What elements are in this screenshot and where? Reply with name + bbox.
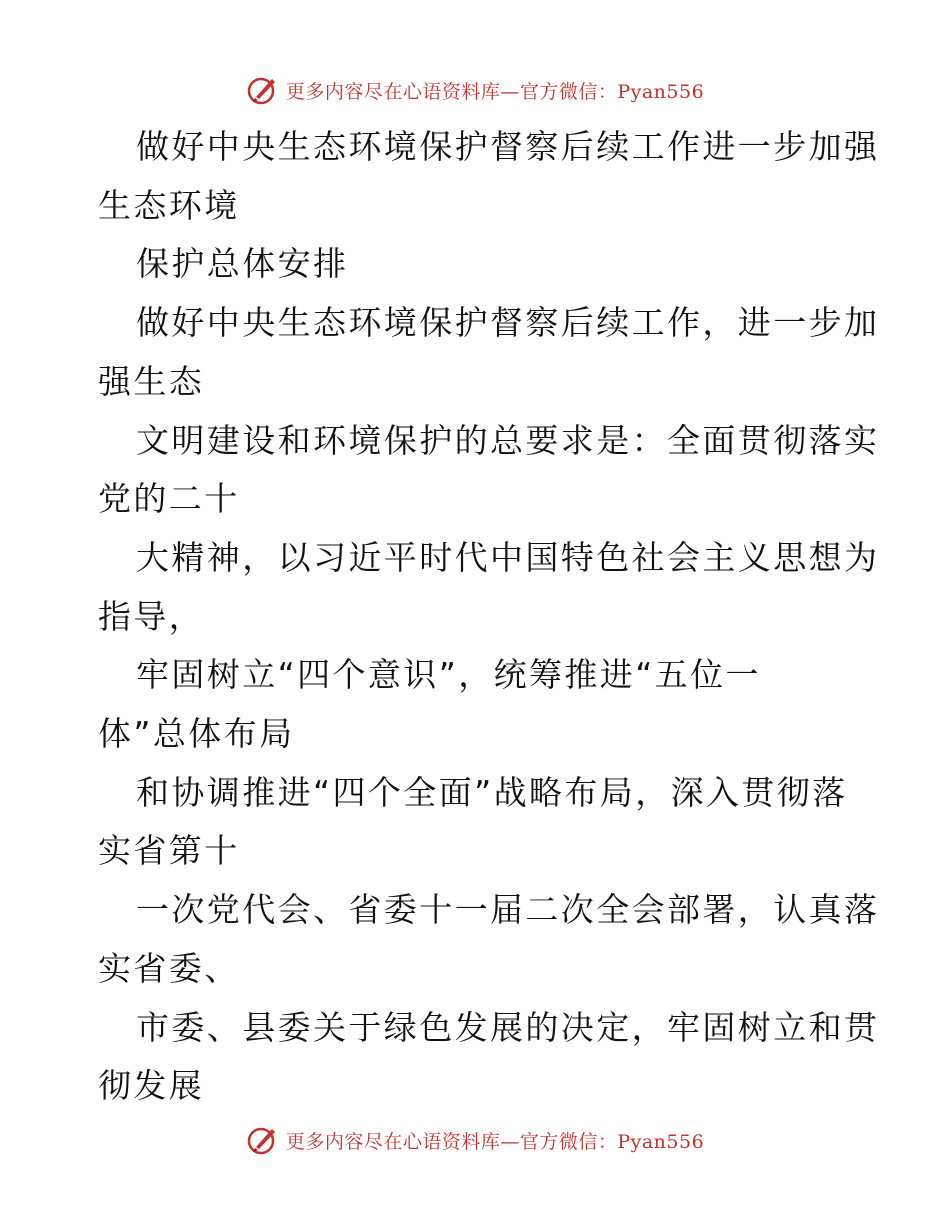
footer-banner-text: 更多内容尽在心语资料库—官方微信：Pyan556 xyxy=(285,1130,705,1153)
text-line: 做好中央生态环境保护督察后续工作，进一步加 xyxy=(136,303,880,343)
text-line: 牢固树立“四个意识”，统筹推进“五位一 xyxy=(136,655,761,695)
text-line: 文明建设和环境保护的总要求是：全面贯彻落实 xyxy=(136,420,880,460)
text-line: 强生态 xyxy=(98,361,205,401)
text-line: 实省委、 xyxy=(98,948,240,988)
quill-logo-icon xyxy=(246,73,280,107)
header-banner-text: 更多内容尽在心语资料库—官方微信：Pyan556 xyxy=(285,80,705,103)
text-line: 指导， xyxy=(98,596,205,636)
text-line: 一次党代会、省委十一届二次全会部署，认真落 xyxy=(136,890,880,930)
text-line: 做好中央生态环境保护督察后续工作进一步加强 xyxy=(136,127,880,166)
quill-logo-icon xyxy=(246,1123,280,1157)
document-body xyxy=(98,118,880,1116)
text-line: 生态环境 xyxy=(98,185,240,225)
text-line: 大精神，以习近平时代中国特色社会主义思想为 xyxy=(136,537,880,577)
text-line: 党的二十 xyxy=(98,479,240,519)
text-line: 和协调推进“四个全面”战略布局，深入贯彻落 xyxy=(136,772,848,812)
header-banner xyxy=(0,70,950,110)
footer-banner xyxy=(0,1120,950,1160)
text-line: 体”总体布局 xyxy=(98,714,295,754)
text-line: 保护总体安排 xyxy=(136,244,349,284)
text-line: 市委、县委关于绿色发展的决定，牢固树立和贯 xyxy=(136,1007,880,1047)
text-line: 彻发展 xyxy=(98,1066,205,1106)
text-line: 实省第十 xyxy=(98,831,240,871)
